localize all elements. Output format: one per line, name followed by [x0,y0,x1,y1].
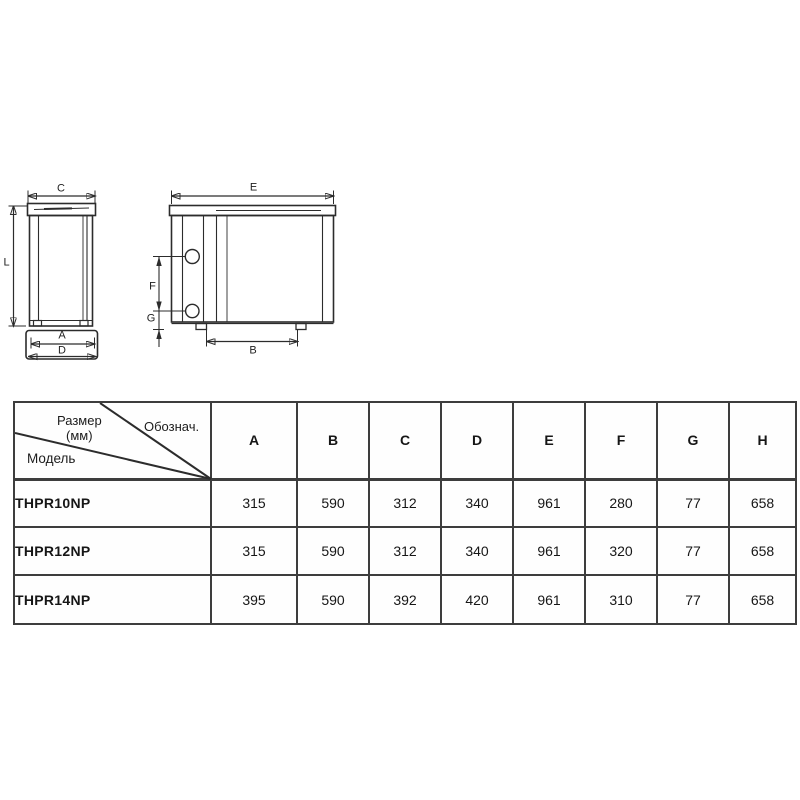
value-cell: 312 [369,527,441,575]
model-name: THPR14NP [14,575,211,624]
dim-label-D: D [58,344,66,356]
value-cell: 420 [441,575,513,624]
lower-port-circle [186,304,199,317]
value-cell: 280 [585,479,657,527]
dim-F [153,257,185,348]
col-head-A: A [211,402,297,479]
value-cell: 658 [729,527,796,575]
dim-label-C: C [57,182,65,195]
col-head-B: B [297,402,369,479]
model-name: THPR10NP [14,479,211,527]
upper-port-circle [185,250,199,264]
corner-designation-label: Обознач. [144,419,200,434]
value-cell: 77 [657,527,729,575]
value-cell: 315 [211,479,297,527]
table-row [14,527,796,575]
value-cell: 961 [513,575,585,624]
value-cell: 340 [441,479,513,527]
value-cell: 590 [297,575,369,624]
value-cell: 77 [657,479,729,527]
front-view-outline [170,206,336,330]
col-head-H: H [729,402,796,479]
value-cell: 315 [211,527,297,575]
col-head-C: C [369,402,441,479]
table-corner-cell [14,402,211,479]
table-header-row [14,402,796,479]
dim-label-L: L [3,256,10,269]
dim-label-E: E [249,181,258,194]
model-name: THPR12NP [14,527,211,575]
value-cell: 658 [729,575,796,624]
value-cell: 310 [585,575,657,624]
corner-size-unit: (мм) [66,428,93,443]
corner-model-label: Модель [27,451,76,466]
side-view-linework [0,170,110,370]
table-row [14,575,796,624]
dim-label-B: B [249,344,257,357]
value-cell: 961 [513,479,585,527]
dim-label-F: F [149,280,156,293]
value-cell: 658 [729,479,796,527]
value-cell: 312 [369,479,441,527]
value-cell: 320 [585,527,657,575]
front-view-linework [140,170,370,370]
dimensions-table [13,401,797,625]
col-head-F: F [585,402,657,479]
side-view-outline [28,204,96,327]
value-cell: 392 [369,575,441,624]
col-head-D: D [441,402,513,479]
value-cell: 77 [657,575,729,624]
value-cell: 961 [513,527,585,575]
corner-size-label: Размер [57,413,102,428]
value-cell: 590 [297,479,369,527]
value-cell: 340 [441,527,513,575]
corner-diagonal-lines [15,403,212,480]
dim-label-G: G [146,312,156,325]
value-cell: 395 [211,575,297,624]
dim-L [9,206,28,326]
col-head-E: E [513,402,585,479]
col-head-G: G [657,402,729,479]
dim-label-A: A [58,329,66,341]
value-cell: 590 [297,527,369,575]
table-row [14,479,796,527]
